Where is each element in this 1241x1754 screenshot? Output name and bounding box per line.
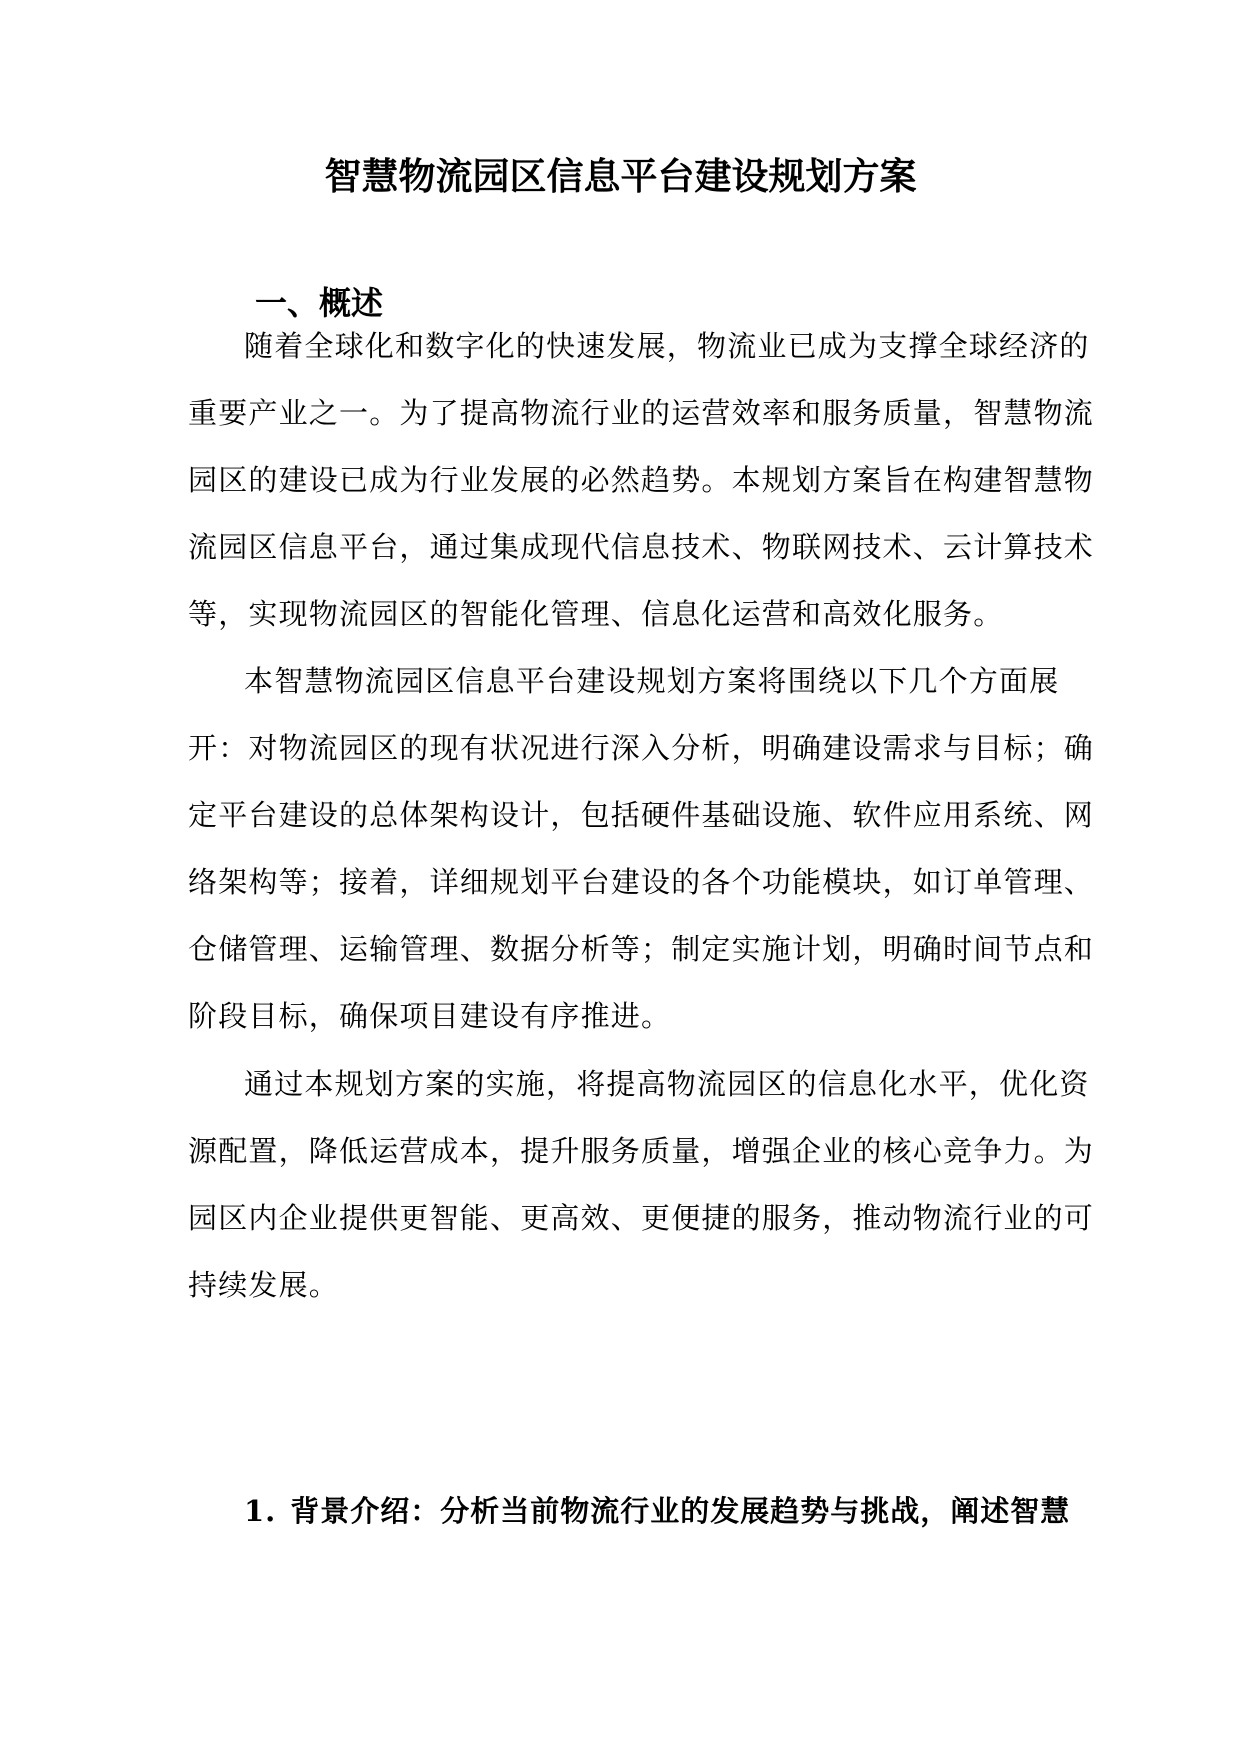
paragraph-line: 园区的建设已成为行业发展的必然趋势。本规划方案旨在构建智慧物 — [188, 463, 1095, 497]
paragraph-line: 本智慧物流园区信息平台建设规划方案将围绕以下几个方面展 — [244, 664, 1060, 698]
numbered-item — [244, 1490, 1070, 1532]
numbered-item-number: 1. — [244, 1494, 277, 1528]
document-title: 智慧物流园区信息平台建设规划方案 — [324, 154, 917, 198]
paragraph-line: 源配置，降低运营成本，提升服务质量，增强企业的核心竞争力。为 — [188, 1134, 1095, 1168]
paragraph-line: 通过本规划方案的实施，将提高物流园区的信息化水平，优化资 — [244, 1067, 1090, 1101]
paragraph-line: 园区内企业提供更智能、更高效、更便捷的服务，推动物流行业的可 — [188, 1201, 1095, 1235]
paragraph-line: 定平台建设的总体架构设计，包括硬件基础设施、软件应用系统、网 — [188, 798, 1095, 832]
paragraph-line: 随着全球化和数字化的快速发展，物流业已成为支撑全球经济的 — [244, 329, 1090, 363]
paragraph-line: 重要产业之一。为了提高物流行业的运营效率和服务质量，智慧物流 — [188, 396, 1095, 430]
section-heading-overview: 一、概述 — [255, 284, 384, 322]
numbered-item-text: 背景介绍：分析当前物流行业的发展趋势与挑战，阐述智慧 — [290, 1494, 1071, 1528]
paragraph-line: 阶段目标，确保项目建设有序推进。 — [188, 999, 672, 1033]
paragraph-line: 持续发展。 — [188, 1268, 340, 1302]
paragraph-line: 开：对物流园区的现有状况进行深入分析，明确建设需求与目标；确 — [188, 731, 1095, 765]
paragraph-line: 等，实现物流园区的智能化管理、信息化运营和高效化服务。 — [188, 597, 1004, 631]
paragraph-line: 络架构等；接着，详细规划平台建设的各个功能模块，如订单管理、 — [188, 865, 1095, 899]
paragraph-line: 流园区信息平台，通过集成现代信息技术、物联网技术、云计算技术 — [188, 530, 1095, 564]
paragraph-line: 仓储管理、运输管理、数据分析等；制定实施计划，明确时间节点和 — [188, 932, 1095, 966]
